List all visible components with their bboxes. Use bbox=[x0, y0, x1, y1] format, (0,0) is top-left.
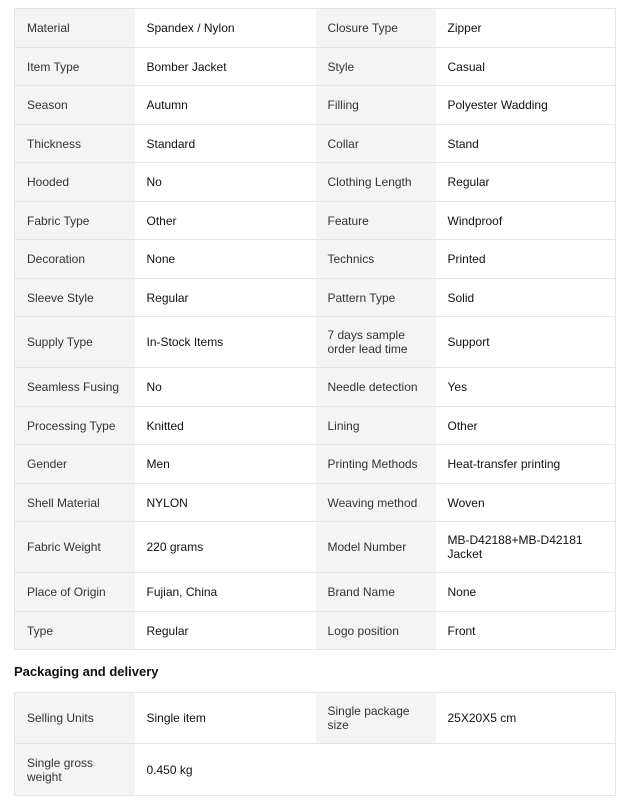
packaging-section-title: Packaging and delivery bbox=[14, 664, 159, 679]
attribute-value: Other bbox=[436, 407, 616, 445]
attribute-key: Brand Name bbox=[316, 573, 436, 612]
table-row bbox=[15, 163, 616, 202]
table-row bbox=[15, 445, 616, 484]
attribute-key: Filling bbox=[316, 86, 436, 125]
table-row bbox=[15, 317, 616, 368]
attribute-key: Technics bbox=[316, 240, 436, 279]
table-row bbox=[15, 573, 616, 612]
attribute-value: NYLON bbox=[135, 484, 316, 522]
attribute-key: Thickness bbox=[15, 125, 135, 163]
attribute-value: Woven bbox=[436, 484, 616, 522]
attribute-key: Shell Material bbox=[15, 484, 135, 522]
table-row bbox=[15, 407, 616, 445]
attribute-key: Place of Origin bbox=[15, 573, 135, 612]
attribute-value: Autumn bbox=[135, 86, 316, 125]
attribute-value: MB-D42188+MB-D42181 Jacket bbox=[436, 522, 616, 573]
attribute-key: Clothing Length bbox=[316, 163, 436, 202]
attribute-key: Gender bbox=[15, 445, 135, 484]
attribute-key: Feature bbox=[316, 202, 436, 240]
packaging-table bbox=[14, 692, 616, 796]
attribute-value: Men bbox=[135, 445, 316, 484]
packaging-key: Single package size bbox=[316, 693, 436, 744]
attribute-value: Casual bbox=[436, 48, 616, 86]
table-row bbox=[15, 612, 616, 650]
attribute-value: Support bbox=[436, 317, 616, 368]
attribute-key: 7 days sample order lead time bbox=[316, 317, 436, 368]
attribute-value: None bbox=[436, 573, 616, 612]
attribute-value: Polyester Wadding bbox=[436, 86, 616, 125]
attribute-value: Windproof bbox=[436, 202, 616, 240]
table-row bbox=[15, 125, 616, 163]
attribute-value: In-Stock Items bbox=[135, 317, 316, 368]
packaging-key: Selling Units bbox=[15, 693, 135, 744]
attribute-key: Sleeve Style bbox=[15, 279, 135, 317]
attribute-value: Other bbox=[135, 202, 316, 240]
attribute-value: Printed bbox=[436, 240, 616, 279]
packaging-value: 0.450 kg bbox=[135, 744, 316, 796]
attribute-key: Supply Type bbox=[15, 317, 135, 368]
attribute-value: Stand bbox=[436, 125, 616, 163]
table-row bbox=[15, 279, 616, 317]
attribute-value: Spandex / Nylon bbox=[135, 9, 316, 48]
attribute-key: Collar bbox=[316, 125, 436, 163]
attribute-key: Material bbox=[15, 9, 135, 48]
attribute-value: None bbox=[135, 240, 316, 279]
attribute-value: Knitted bbox=[135, 407, 316, 445]
empty-cell bbox=[316, 744, 436, 796]
attribute-value: 220 grams bbox=[135, 522, 316, 573]
attribute-key: Pattern Type bbox=[316, 279, 436, 317]
table-row bbox=[15, 484, 616, 522]
table-row bbox=[15, 48, 616, 86]
attribute-value: Zipper bbox=[436, 9, 616, 48]
attributes-table bbox=[14, 8, 616, 650]
attribute-key: Style bbox=[316, 48, 436, 86]
attribute-key: Weaving method bbox=[316, 484, 436, 522]
attribute-key: Needle detection bbox=[316, 368, 436, 407]
attribute-key: Lining bbox=[316, 407, 436, 445]
attribute-value: Heat-transfer printing bbox=[436, 445, 616, 484]
attribute-value: Standard bbox=[135, 125, 316, 163]
attribute-key: Printing Methods bbox=[316, 445, 436, 484]
table-row bbox=[15, 522, 616, 573]
attribute-key: Processing Type bbox=[15, 407, 135, 445]
table-row bbox=[15, 202, 616, 240]
table-row bbox=[15, 368, 616, 407]
attribute-key: Fabric Weight bbox=[15, 522, 135, 573]
attribute-key: Decoration bbox=[15, 240, 135, 279]
attribute-key: Type bbox=[15, 612, 135, 650]
attribute-key: Item Type bbox=[15, 48, 135, 86]
packaging-value: 25X20X5 cm bbox=[436, 693, 616, 744]
empty-cell bbox=[436, 744, 616, 796]
table-row bbox=[15, 693, 616, 744]
attribute-key: Closure Type bbox=[316, 9, 436, 48]
table-row bbox=[15, 9, 616, 48]
attribute-key: Hooded bbox=[15, 163, 135, 202]
attribute-key: Logo position bbox=[316, 612, 436, 650]
attribute-value: Fujian, China bbox=[135, 573, 316, 612]
attribute-value: No bbox=[135, 368, 316, 407]
attribute-value: Front bbox=[436, 612, 616, 650]
table-row bbox=[15, 744, 616, 796]
packaging-value: Single item bbox=[135, 693, 316, 744]
attribute-value: Regular bbox=[135, 612, 316, 650]
attribute-value: Solid bbox=[436, 279, 616, 317]
table-row bbox=[15, 86, 616, 125]
attribute-key: Model Number bbox=[316, 522, 436, 573]
attribute-value: Regular bbox=[436, 163, 616, 202]
table-row bbox=[15, 240, 616, 279]
attribute-key: Fabric Type bbox=[15, 202, 135, 240]
attribute-value: Bomber Jacket bbox=[135, 48, 316, 86]
packaging-key: Single gross weight bbox=[15, 744, 135, 796]
attribute-key: Season bbox=[15, 86, 135, 125]
attribute-value: No bbox=[135, 163, 316, 202]
attribute-key: Seamless Fusing bbox=[15, 368, 135, 407]
attribute-value: Yes bbox=[436, 368, 616, 407]
attribute-value: Regular bbox=[135, 279, 316, 317]
